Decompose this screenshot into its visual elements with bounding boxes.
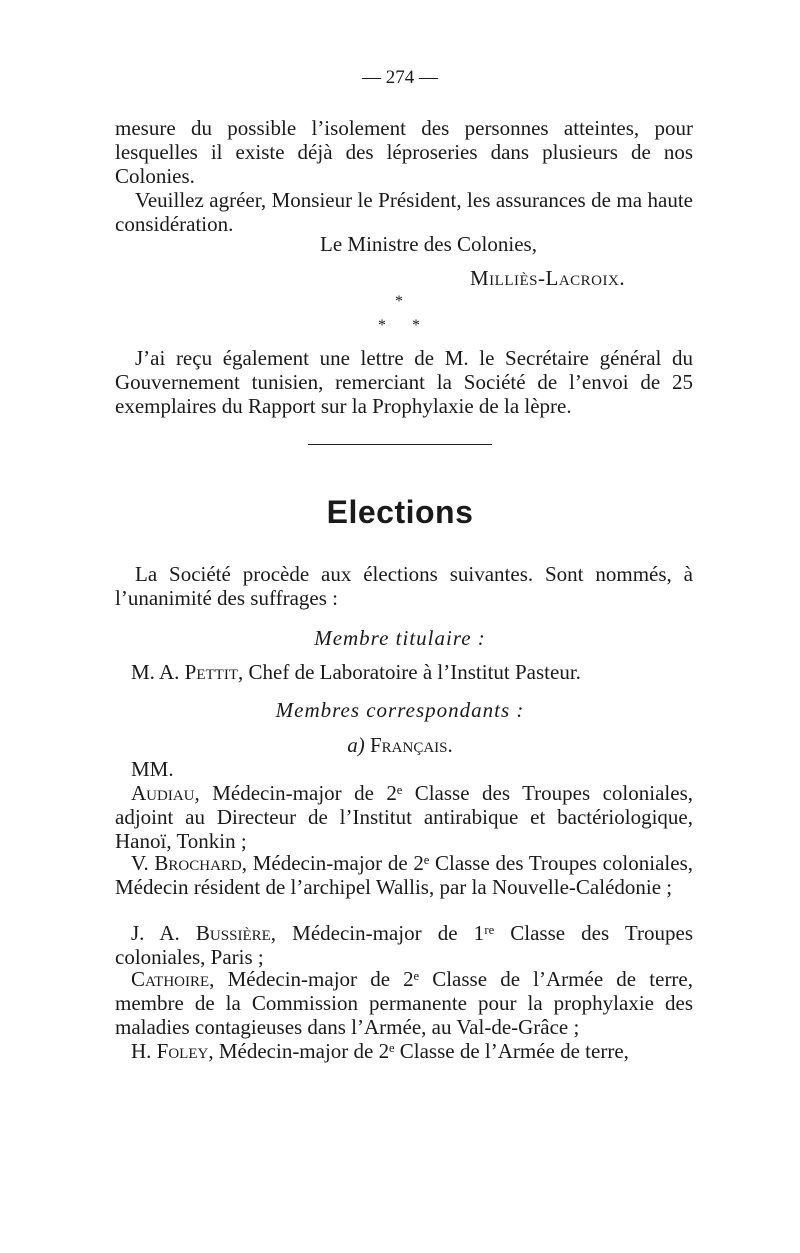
french-heading-label: Français.	[369, 733, 453, 757]
member-text: Médecin-major de 2ᵉ Classe de l’Armée de terre,	[213, 1039, 629, 1063]
member-name: Audiau,	[131, 781, 200, 805]
elections-intro: La Société procède aux élections suivantes. Sont nommés, à l’unanimité des suffrages :	[115, 562, 693, 610]
section-heading: Elections	[326, 494, 474, 530]
member-entry	[115, 967, 693, 1039]
correspondents-heading: Membres correspondants :	[275, 698, 525, 722]
mm-label: MM.	[131, 757, 174, 781]
french-heading-prefix: a)	[347, 733, 370, 757]
french-heading	[0, 733, 800, 757]
titular-name: M. A. Pettit,	[131, 660, 244, 684]
member-name: Cathoire,	[131, 967, 215, 991]
titular-heading: Membre titulaire :	[314, 626, 486, 650]
member-text: Médecin-major de 2ᵉ Classe des Troupes coloniales, adjoint au Directeur de l’Institut antirabique et bactériologique, Hanoï, Tonkin ;	[115, 781, 693, 853]
member-entry	[115, 921, 693, 969]
titular-entry	[115, 660, 693, 684]
member-text: Médecin-major de 2ᵉ Classe de l’Armée de terre, membre de la Commission permanente pour la prophylaxie des maladies contagieuses dans l’Armée, au Val-de-Grâce ;	[115, 967, 693, 1039]
member-text: Médecin-major de 1ʳᵉ Classe des Troupes coloniales, Paris ;	[115, 921, 693, 969]
asterism-star-left: *	[378, 317, 386, 334]
intro-block	[115, 116, 693, 236]
page-number: — 274 —	[362, 67, 438, 88]
asterism-star-right: *	[412, 317, 420, 334]
member-text: Médecin-major de 2ᵉ Classe des Troupes coloniales, Médecin résident de l’archipel Wallis, par la Nouvelle-Calédonie ;	[115, 851, 693, 899]
asterism	[375, 290, 427, 334]
elections-intro-block	[115, 562, 693, 610]
acknowledgement-paragraph: J’ai reçu également une lettre de M. le Secrétaire général du Gouvernement tunisien, remerciant la Société de l’envoi de 25 exemplaires du Rapport sur la Prophylaxie de la lèpre.	[115, 346, 693, 418]
member-name: J. A. Bussière,	[131, 921, 277, 945]
member-name: H. Foley,	[131, 1039, 214, 1063]
intro-paragraph-1: mesure du possible l’isolement des personnes atteintes, pour lesquelles il existe déjà des léproseries dans plusieurs de nos Colonies.	[115, 116, 693, 188]
titular-text: Chef de Laboratoire à l’Institut Pasteur.	[243, 660, 581, 684]
acknowledgement-block	[115, 346, 693, 418]
member-name: V. Brochard,	[131, 851, 248, 875]
section-divider	[308, 444, 492, 445]
member-entry	[115, 781, 693, 853]
member-entry	[115, 851, 693, 899]
signoff-name: Milliès-Lacroix.	[470, 266, 626, 290]
intro-paragraph-2: Veuillez agréer, Monsieur le Président, les assurances de ma haute considération.	[115, 188, 693, 236]
member-entry	[115, 1039, 693, 1063]
signoff-title: Le Ministre des Colonies,	[320, 232, 537, 256]
asterism-star-top: *	[395, 293, 403, 310]
